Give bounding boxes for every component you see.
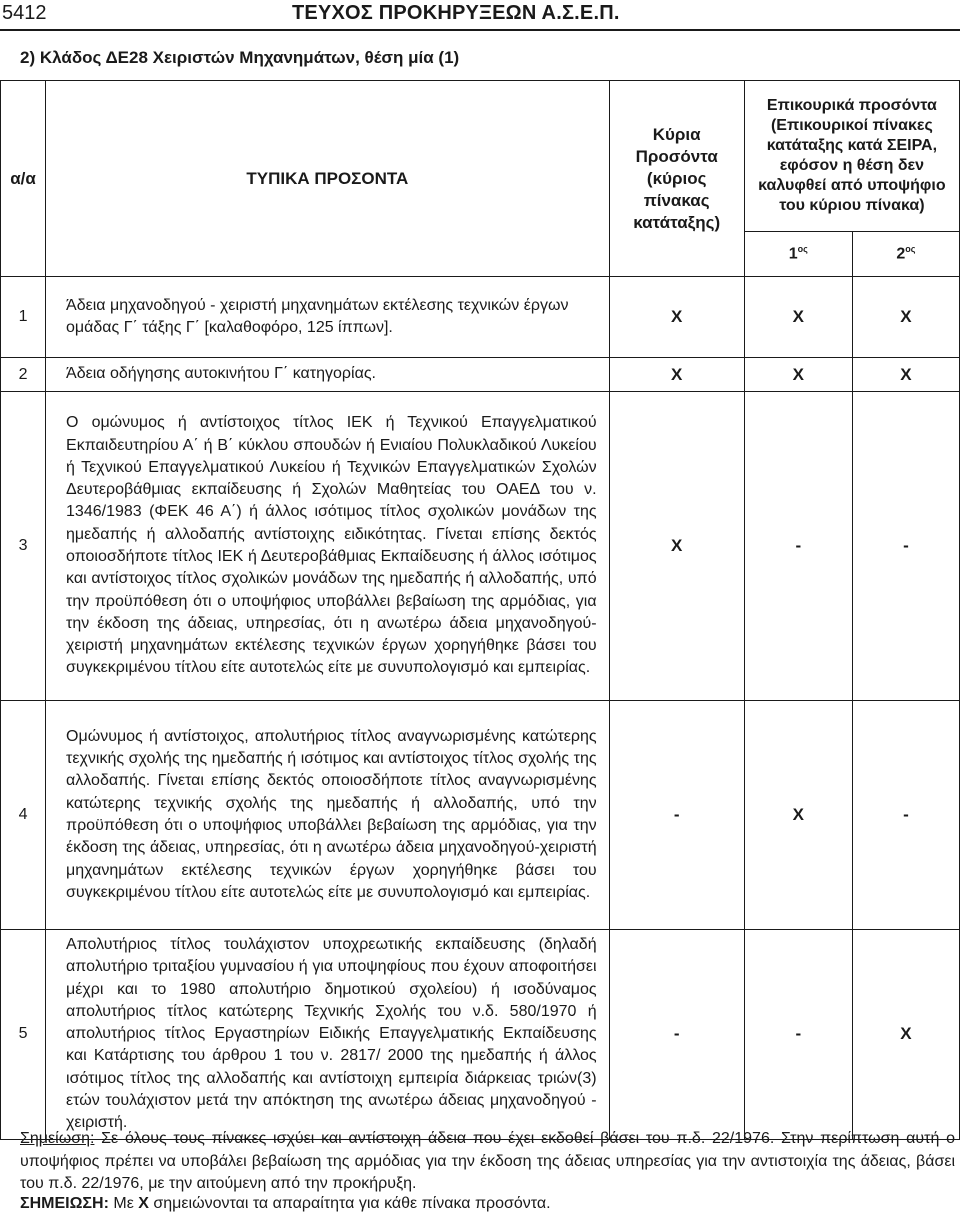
header-first-suffix: ος — [797, 244, 808, 255]
page-header — [0, 0, 960, 30]
row-aux1-mark: - — [744, 392, 852, 701]
row-primary-mark: Χ — [609, 358, 744, 392]
row-text: Ο ομώνυμος ή αντίστοιχος τίτλος ΙΕΚ ή Τεχνικού Επαγγελματικού Εκπαιδευτηρίου Α΄ ή Β΄ κύκλου σπουδών ή Ενιαίου Πολυκλαδικού Λυκείου ή Τεχνικού Επαγγελματικού Λυκείου ή Τεχνικών Επαγγελματικών Σχολών Δευτεροβάθμιας εκπαίδευσης ή Σχολών Μαθητείας του ΟΑΕΔ του ν. 1346/1983 (ΦΕΚ 46 Α΄) ή άλλος ισότιμος τίτλος σχολικών μονάδων της ημεδαπής ή αλλοδαπής αντίστοιχης ειδικότητας. Γίνεται επίσης δεκτός οποιοσδήποτε τίτλος ΙΕΚ ή Δευτεροβάθμιας Εκπαίδευσης ή άλλος ισότιμος και αντίστοιχος τίτλος σχολικών μονάδων της ημεδαπής ή αλλοδαπής, υπό την προϋπόθεση ότι ο υποψήφιος υποβάλλει βεβαίωση της αρμόδιας, για την έκδοση της άδειας, υπηρεσίας, ότι η ανωτέρω άδεια μηχανοδηγού-χειριστή μηχανημάτων εκτέλεσης τεχνικών έργων χορηγήθηκε βάσει του συγκεκριμένου τίτλου είτε αυτοτελώς είτε με συνυπολογισμό και εμπειρίας. — [46, 392, 610, 701]
header-rule — [0, 29, 960, 31]
header-second-suffix: ος — [905, 244, 916, 255]
row-number: 3 — [1, 392, 46, 701]
remark-post: σημειώνονται τα απαραίτητα για κάθε πίνακα προσόντα. — [148, 1195, 551, 1212]
remark-label: ΣΗΜΕΙΩΣΗ: — [20, 1195, 109, 1212]
row-aux2-mark: Χ — [852, 277, 959, 358]
row-aux1-mark: Χ — [744, 358, 852, 392]
row-primary-mark: - — [609, 701, 744, 930]
row-text: Ομώνυμος ή αντίστοιχος, απολυτήριος τίτλος αναγνωρισμένης κατώτερης τεχνικής σχολής της ημεδαπής ή ισότιμος και αντίστοιχος τίτλος σχολής της αλλοδαπής. Γίνεται επίσης δεκτός οποιοσδήποτε τίτλος αναγνωρισμένης κατώτερης τεχνικής σχολής της ημεδαπής ή αλλοδαπής, υπό την προϋπόθεση ότι ο υποψήφιος υποβάλλει βεβαίωση της αρμόδιας, για την έκδοση της άδειας, υπηρεσίας, ότι η ανωτέρω άδεια μηχανοδηγού-χειριστή μηχανημάτων εκτέλεσης τεχνικών έργων χορηγήθηκε βάσει του συγκεκριμένου τίτλου είτε αυτοτελώς είτε με συνυπολογισμό και εμπειρίας. — [46, 701, 610, 930]
remark-pre: Με — [108, 1195, 139, 1212]
row-aux2-mark: - — [852, 392, 959, 701]
header-primary: Κύρια Προσόντα (κύριος πίνακας κατάταξης) — [609, 81, 744, 277]
table-row — [1, 392, 960, 701]
row-number: 1 — [1, 277, 46, 358]
row-aux2-mark: Χ — [852, 930, 959, 1140]
row-primary-mark: Χ — [609, 392, 744, 701]
table-row — [1, 701, 960, 930]
header-first — [744, 232, 852, 277]
gazette-title: ΤΕΥΧΟΣ ΠΡΟΚΗΡΥΞΕΩΝ Α.Σ.Ε.Π. — [292, 2, 620, 24]
row-number: 4 — [1, 701, 46, 930]
row-text: Άδεια οδήγησης αυτοκινήτου Γ΄ κατηγορίας. — [46, 358, 610, 392]
header-typical: ΤΥΠΙΚΑ ΠΡΟΣΟΝΤΑ — [46, 81, 610, 277]
row-aux2-mark: - — [852, 701, 959, 930]
header-first-number: 1 — [788, 245, 798, 263]
row-text: Απολυτήριος τίτλος τουλάχιστον υποχρεωτικής εκπαίδευσης (δηλαδή απολυτήριο τριταξίου γυμνασίου ή για υποψηφίους που έχουν αποφοιτήσει μέχρι και το 1980 απολυτήριο δημοτικού σχολείου) ή ισοδύναμος απολυτήριος τίτλος κατώτερης Τεχνικής Σχολής του ν.δ. 580/1970 ή απολυτήριος τίτλος Εργαστηρίων Ειδικής Επαγγελματικής Εκπαίδευσης και Κατάρτισης του άρθρου 1 του ν. 2817/ 2000 της ημεδαπής ή άλλος ισότιμος τίτλος της αλλοδαπής και αντίστοιχη εμπειρία διάρκειας τριών(3) ετών τουλάχιστον μετά την απόκτηση της ανωτέρω άδειας μηχανοδηγού - χειριστή. — [46, 930, 610, 1140]
row-aux1-mark: Χ — [744, 277, 852, 358]
row-primary-mark: - — [609, 930, 744, 1140]
table-header-row — [1, 81, 960, 232]
header-num: α/α — [1, 81, 46, 277]
table-row — [1, 358, 960, 392]
row-number: 5 — [1, 930, 46, 1140]
row-aux1-mark: Χ — [744, 701, 852, 930]
row-text: Άδεια μηχανοδηγού - χειριστή μηχανημάτων εκτέλεσης τεχνικών έργων ομάδας Γ΄ τάξης Γ΄ [καλαθοφόρο, 125 ίππων]. — [46, 277, 610, 358]
row-primary-mark: Χ — [609, 277, 744, 358]
footnote-text: Σε όλους τους πίνακες ισχύει και αντίστοιχη άδεια που έχει εκδοθεί βάσει του π.δ. 22/1976. Στην περίπτωση αυτή ο υποψήφιος πρέπει να υποβάλει βεβαίωση της αρμόδιας για την έκδοση της άδειας υπηρεσίας για την αντιστοιχία της άδειας, βάσει του π.δ. 22/1976, με την αιτούμενη από την προκήρυξη. — [20, 1130, 955, 1192]
table-row — [1, 277, 960, 358]
section-title: 2) Κλάδος ΔΕ28 Χειριστών Μηχανημάτων, θέση μία (1) — [20, 48, 460, 67]
page-number: 5412 — [2, 2, 47, 24]
row-aux1-mark: - — [744, 930, 852, 1140]
footnote — [20, 1128, 955, 1196]
table-row — [1, 930, 960, 1140]
header-auxiliary: Επικουρικά προσόντα (Επικουρικοί πίνακες κατάταξης κατά ΣΕΙΡΑ, εφόσον η θέση δεν καλυφθεί από υποψήφιο του κύριου πίνακα) — [744, 81, 959, 232]
footnote-label: Σημείωση: — [20, 1130, 95, 1147]
legend-remark — [20, 1195, 551, 1213]
header-second-number: 2 — [896, 245, 906, 263]
row-number: 2 — [1, 358, 46, 392]
row-aux2-mark: Χ — [852, 358, 959, 392]
qualifications-table — [0, 80, 960, 1140]
header-second — [852, 232, 959, 277]
remark-x-symbol: Χ — [138, 1195, 149, 1212]
